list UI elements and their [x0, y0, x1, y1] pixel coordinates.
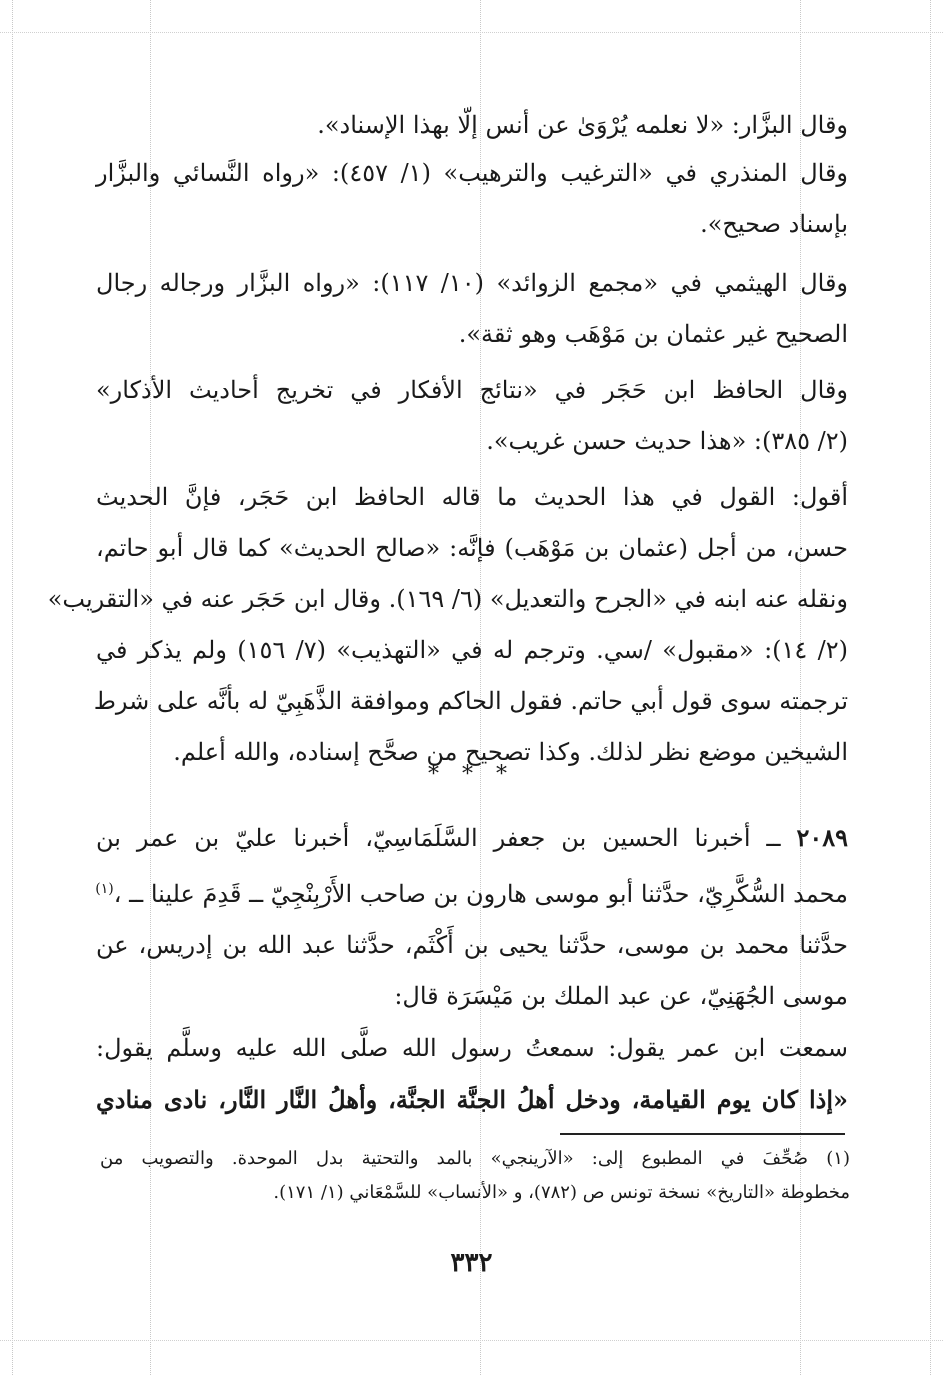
- footnote-divider: [560, 1133, 845, 1135]
- paragraph-author-comment: [47, 472, 848, 778]
- text-line: الصحيح غير عثمان بن مَوْهَب وهو ثقة».: [458, 320, 848, 348]
- section-separator: * * *: [428, 762, 515, 787]
- footnote-reference[interactable]: (١): [95, 881, 114, 897]
- text-line: أقول: القول في هذا الحديث ما قاله الحافظ ابن حَجَر، فإنَّ الحديث: [96, 483, 848, 511]
- text-line: موسى الجُهَنِيّ، عن عبد الملك بن مَيْسَرَة قال:: [394, 982, 848, 1010]
- text-line: [96, 812, 848, 864]
- paragraph-ibn-hajar: [96, 365, 848, 467]
- text-line: وقال الحافظ ابن حَجَر في «نتائج الأفكار في تخريج أحاديث الأذكار»: [96, 376, 848, 404]
- hadith-number: ٢٠٨٩: [796, 823, 848, 852]
- paragraph-bazzar: [96, 100, 848, 151]
- text-line: سمعت ابن عمر يقول: سمعتُ رسول الله صلَّى الله عليه وسلَّم يقول:: [96, 1034, 848, 1062]
- text-line-bold: «إذا كان يوم القيامة، ودخل أهلُ الجنَّة الجنَّة، وأهلُ النَّار النَّار، نادى منادي: [96, 1085, 848, 1114]
- isnad-text: ــ أخبرنا الحسين بن جعفر السَّلَمَاسِيّ، أخبرنا عليّ بن عمر بن: [96, 824, 797, 852]
- text-line: ونقله عنه ابنه في «الجرح والتعديل» (٦/ ١٦٩). وقال ابن حَجَر عنه في «التقريب»: [47, 585, 848, 613]
- text-line: وقال البزَّار: «لا نعلمه يُرْوَىٰ عن أنس إلّا بهذا الإسناد».: [317, 111, 848, 139]
- footnote-line: مخطوطة «التاريخ» نسخة تونس ص (٧٨٢)، و «الأنساب» للسَّمْعَاني (١/ ١٧١).: [273, 1182, 850, 1203]
- scan-guide-line: [930, 0, 931, 1375]
- text-line: ترجمته سوى قول أبي حاتم. فقول الحاكم وموافقة الذَّهَبِيّ له بأنَّه على شرط: [93, 687, 848, 715]
- text-line: حدَّثنا محمد بن موسى، حدَّثنا يحيى بن أَكْثَم، حدَّثنا عبد الله بن إدريس، عن: [96, 931, 848, 959]
- hadith-matn: [96, 1023, 848, 1125]
- scan-guide-line: [0, 32, 943, 33]
- text-line: بإسناد صحيح».: [700, 210, 848, 238]
- scan-guide-line: [0, 1340, 943, 1341]
- text-line: (٢/ ١٤): «مقبول» /سي. وترجم له في «التهذيب» (٧/ ١٥٦) ولم يذكر في: [96, 636, 848, 664]
- isnad-text: محمد السُّكَّرِيّ، حدَّثنا أبو موسى هارون بن صاحب الأَرْبِنْجِيّ ــ قَدِمَ علينا ــ ،: [113, 880, 848, 908]
- paragraph-haythami: [96, 258, 848, 360]
- hadith-isnad: [96, 812, 848, 1022]
- scan-guide-line: [12, 0, 13, 1375]
- text-line: (٢/ ٣٨٥): «هذا حديث حسن غريب».: [486, 427, 848, 455]
- page-number: ٣٣٢: [450, 1248, 493, 1278]
- text-line: [96, 864, 848, 920]
- text-line: حسن، من أجل (عثمان بن مَوْهَب) فإنَّه: «صالح الحديث» كما قال أبو حاتم،: [96, 534, 848, 562]
- footnote-line: (١) صُحِّفَ في المطبوع إلى: «الآرينجي» بالمد والتحتية بدل الموحدة. والتصويب من: [100, 1148, 850, 1169]
- text-line: وقال الهيثمي في «مجمع الزوائد» (١٠/ ١١٧): «رواه البزَّار ورجاله رجال: [96, 269, 849, 297]
- text-line: الشيخين موضع نظر لذلك. وكذا تصحيح من صحَّح إسناده، والله أعلم.: [173, 738, 848, 766]
- footnote: [100, 1142, 850, 1210]
- paragraph-mundhiri: [96, 148, 848, 250]
- text-line: وقال المنذري في «الترغيب والترهيب» (١/ ٤٥٧): «رواه النَّسائي والبزَّار: [96, 159, 849, 187]
